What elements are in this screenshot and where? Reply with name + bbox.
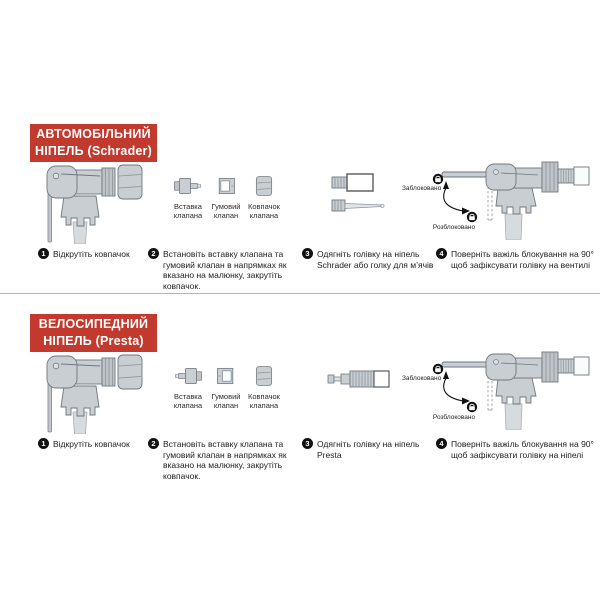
presta-valve-illustration — [326, 366, 392, 392]
step-text: Відкрутіть ковпачок — [53, 249, 130, 259]
step-text: Встановіть вставку клапана та гумовий клапан в напрямках як вказано на малюнку, закрутіть ковпачок. — [163, 249, 287, 291]
schrader-valve-and-needle-illustration — [330, 170, 392, 218]
badge-line2: НІПЕЛЬ (Presta) — [43, 334, 144, 348]
step-text: Одягніть голівку на ніпель Schrader або голку для м’ячів — [317, 249, 434, 270]
parts-row — [169, 364, 283, 410]
section-divider — [0, 293, 600, 294]
section-title-badge — [30, 124, 157, 162]
part-label: Гумовий клапан — [211, 392, 241, 410]
unlocked-label: Розблоковано — [432, 414, 476, 421]
step-number-badge: 4 — [436, 248, 447, 259]
step-number-badge: 3 — [302, 248, 313, 259]
rubber-valve-icon — [209, 364, 243, 388]
valve-cap-icon — [247, 364, 281, 388]
part-label: Вставка клапана — [173, 392, 203, 410]
step-2 — [148, 248, 292, 291]
step-number-badge: 2 — [148, 248, 159, 259]
step-number-badge: 1 — [38, 248, 49, 259]
step-number-badge: 2 — [148, 438, 159, 449]
pump-head-illustration — [40, 162, 150, 244]
step-2 — [148, 438, 292, 481]
part-rubber-valve — [207, 174, 245, 220]
step-4 — [436, 438, 596, 460]
step-text: Поверніть важіль блокування на 90° щоб зафіксувати голівку на вентилі — [451, 249, 594, 270]
valve-insert-icon — [171, 174, 205, 198]
badge-line2: НІПЕЛЬ (Schrader) — [35, 144, 152, 158]
step-1 — [38, 438, 150, 450]
part-label: Гумовий клапан — [211, 202, 241, 220]
badge-line1: АВТОМОБІЛЬНИЙ — [36, 127, 151, 141]
part-valve-insert — [169, 364, 207, 410]
part-valve-cap — [245, 174, 283, 220]
locked-label: Заблоковано — [402, 185, 442, 192]
part-label: Ковпачок клапана — [248, 392, 280, 410]
badge-line1: ВЕЛОСИПЕДНИЙ — [38, 317, 149, 331]
step-text: Одягніть голівку на ніпель Presta — [317, 439, 420, 460]
part-label: Ковпачок клапана — [248, 202, 280, 220]
step-4 — [436, 248, 596, 270]
step-text: Відкрутіть ковпачок — [53, 439, 130, 449]
step-number-badge: 3 — [302, 438, 313, 449]
part-valve-insert — [169, 174, 207, 220]
unlocked-label: Розблоковано — [432, 224, 476, 231]
step-3 — [302, 248, 436, 270]
part-valve-cap — [245, 364, 283, 410]
step-number-badge: 1 — [38, 438, 49, 449]
part-label: Вставка клапана — [173, 202, 203, 220]
step-text: Поверніть важіль блокування на 90° щоб зафіксувати голівку на ніпелі — [451, 439, 594, 460]
parts-row — [169, 174, 283, 220]
section-presta — [0, 308, 600, 498]
valve-insert-icon — [171, 364, 205, 388]
valve-cap-icon — [247, 174, 281, 198]
rubber-valve-icon — [209, 174, 243, 198]
pump-head-illustration — [40, 352, 150, 434]
part-rubber-valve — [207, 364, 245, 410]
locked-label: Заблоковано — [402, 375, 442, 382]
step-number-badge: 4 — [436, 438, 447, 449]
section-schrader — [0, 118, 600, 308]
step-3 — [302, 438, 436, 460]
step-text: Встановіть вставку клапана та гумовий клапан в напрямках як вказано на малюнку, закрутіть ковпачок. — [163, 439, 287, 481]
step-1 — [38, 248, 150, 260]
section-title-badge — [30, 314, 157, 352]
